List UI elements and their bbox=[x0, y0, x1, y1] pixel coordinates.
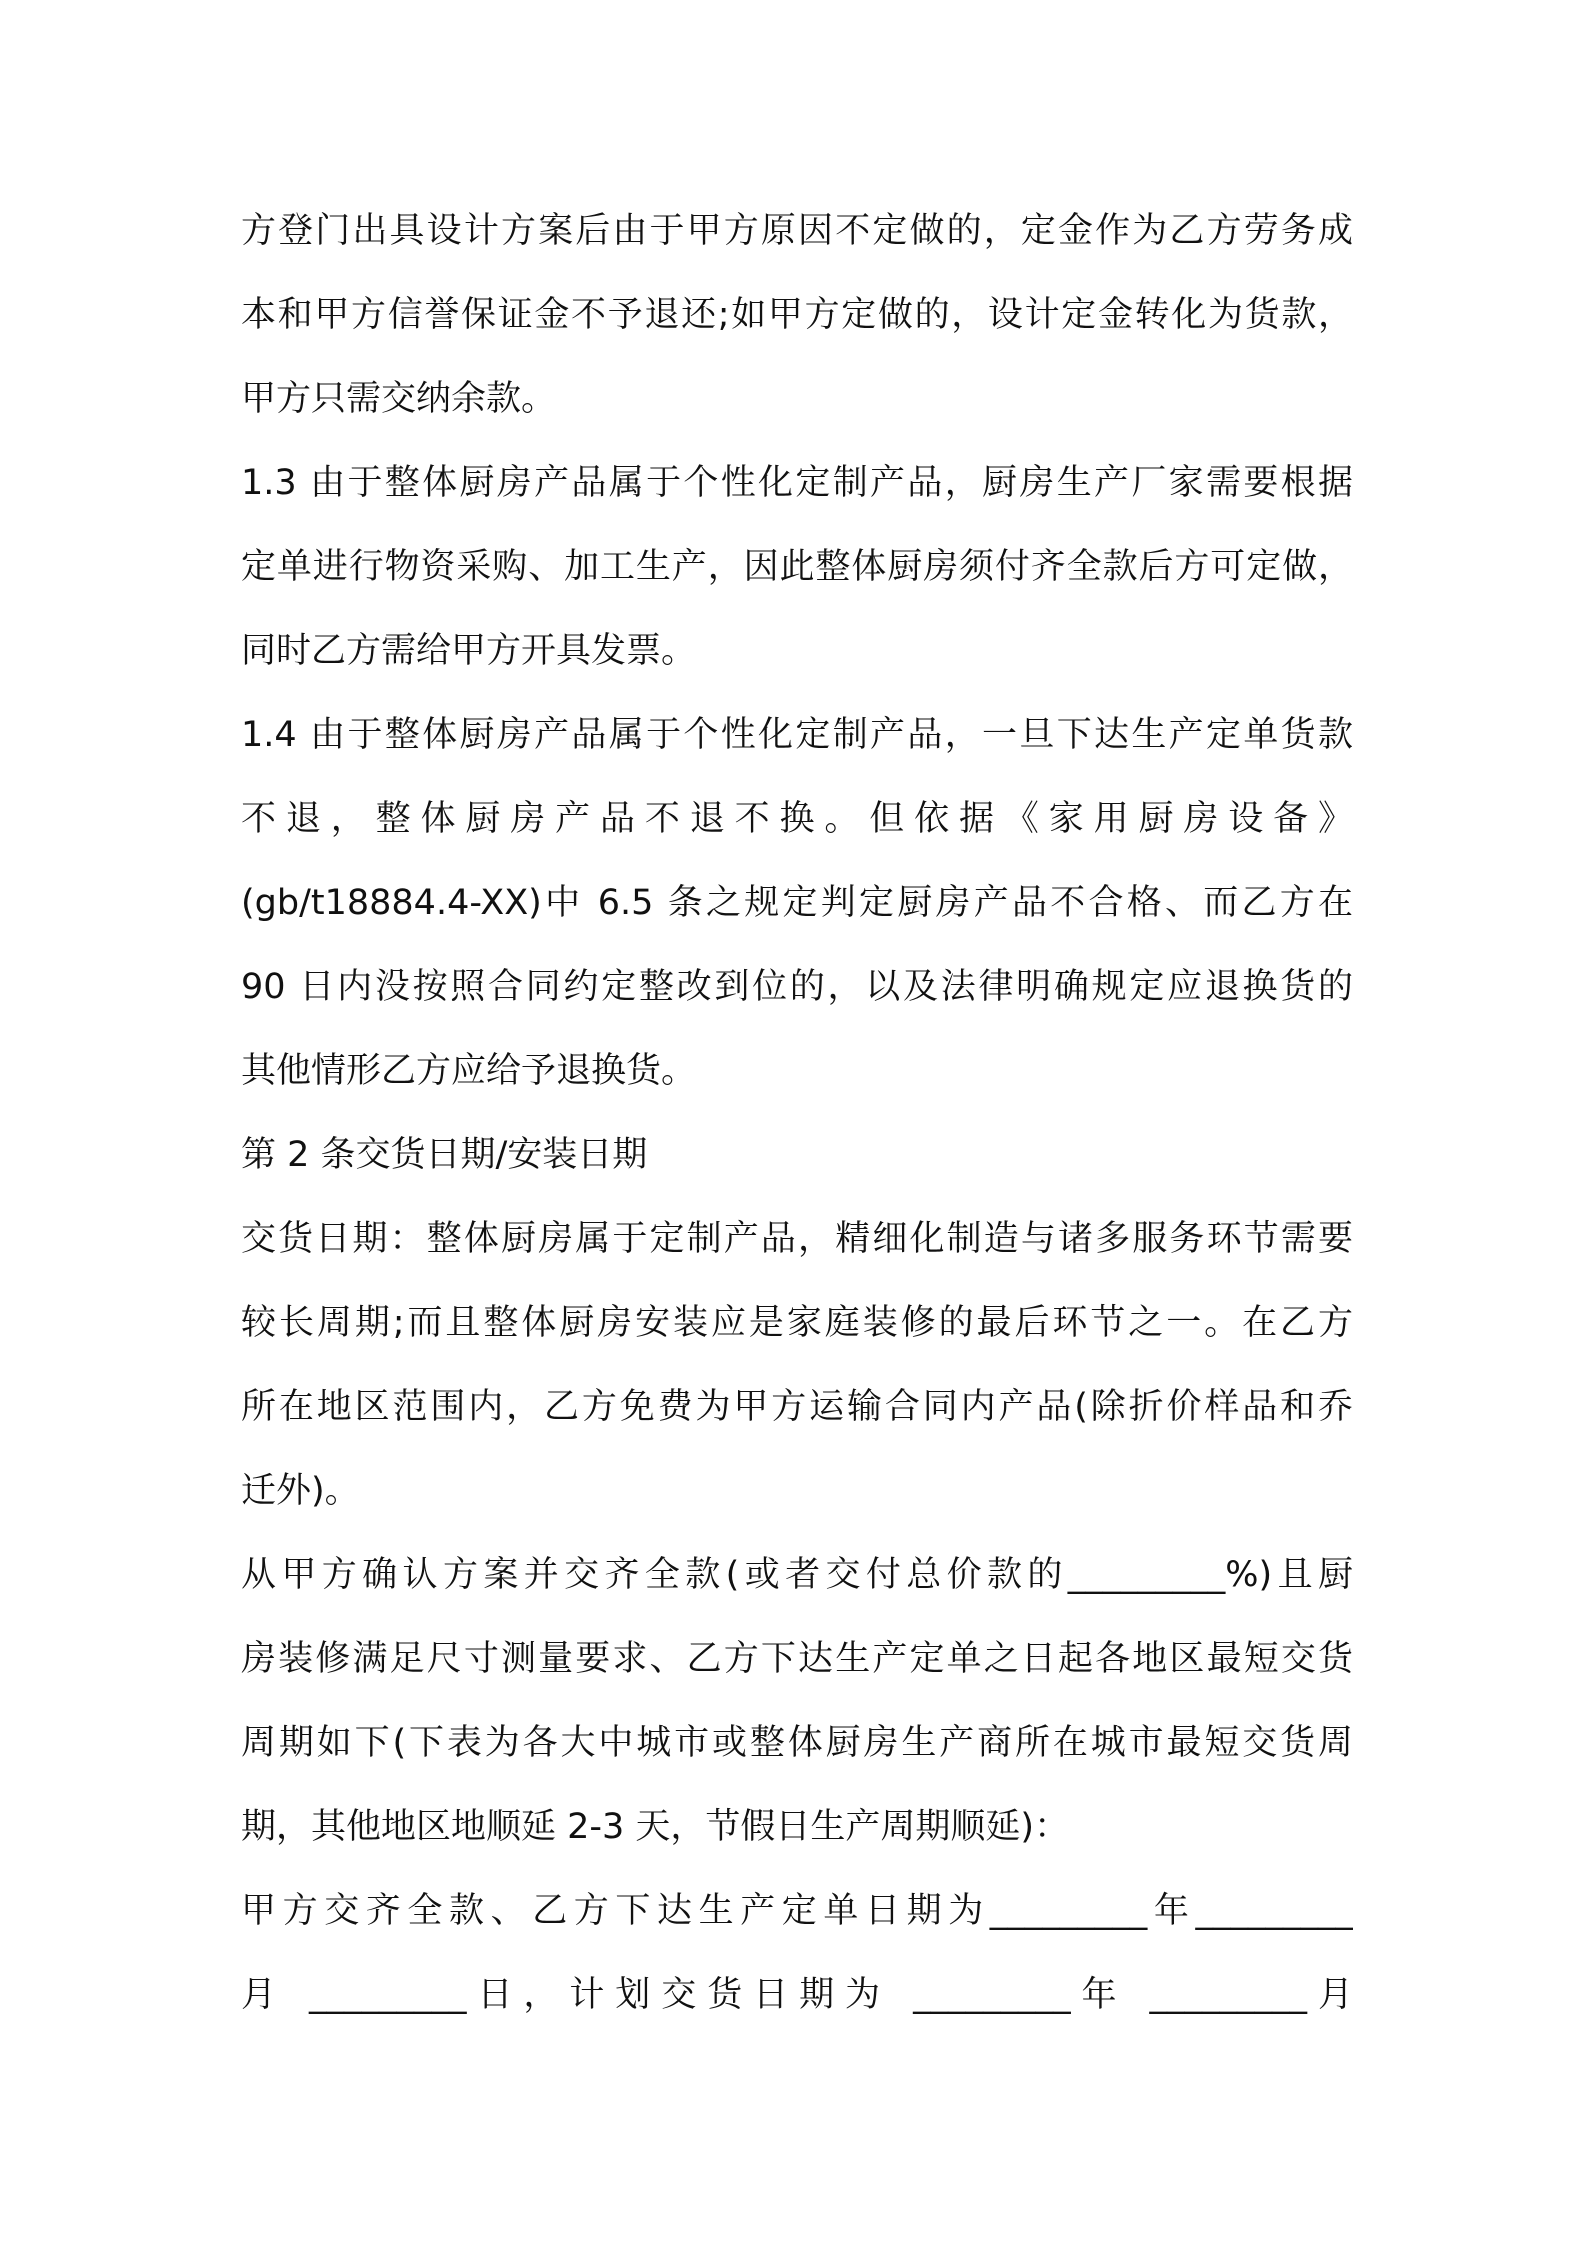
text-line: 同时乙方需给甲方开具发票。 bbox=[241, 631, 697, 671]
text-line: 本和甲方信誉保证金不予退还;如甲方定做的，设计定金转化为货款， bbox=[241, 295, 1353, 335]
text-line: 迁外)。 bbox=[241, 1471, 360, 1511]
text-line: 1.3 由于整体厨房产品属于个性化定制产品，厨房生产厂家需要根据 bbox=[241, 463, 1353, 503]
text-line: 1.4 由于整体厨房产品属于个性化定制产品，一旦下达生产定单货款 bbox=[241, 715, 1353, 755]
text-line: 房装修满足尺寸测量要求、乙方下达生产定单之日起各地区最短交货 bbox=[241, 1639, 1353, 1679]
text-line: 方登门出具设计方案后由于甲方原因不定做的，定金作为乙方劳务成 bbox=[241, 211, 1353, 251]
text-line: 较长周期;而且整体厨房安装应是家庭装修的最后环节之一。在乙方 bbox=[241, 1303, 1353, 1343]
text-line: 周期如下(下表为各大中城市或整体厨房生产商所在城市最短交货周 bbox=[241, 1723, 1353, 1763]
section-heading: 第 2 条交货日期/安装日期 bbox=[241, 1135, 648, 1175]
text-line: 不退，整体厨房产品不退不换。但依据《家用厨房设备》 bbox=[241, 799, 1353, 839]
text-line: 甲方只需交纳余款。 bbox=[241, 379, 557, 419]
text-line: 从甲方确认方案并交齐全款(或者交付总价款的_________%)且厨 bbox=[241, 1555, 1353, 1595]
text-line: 定单进行物资采购、加工生产，因此整体厨房须付齐全款后方可定做， bbox=[241, 547, 1353, 587]
text-line: 月 _________日，计划交货日期为 _________年 _________月 bbox=[241, 1975, 1353, 2015]
text-line: 期，其他地区地顺延 2-3 天，节假日生产周期顺延)： bbox=[241, 1807, 1070, 1847]
text-line: 其他情形乙方应给予退换货。 bbox=[241, 1051, 697, 1091]
text-line: 交货日期：整体厨房属于定制产品，精细化制造与诸多服务环节需要 bbox=[241, 1219, 1353, 1259]
text-line: 所在地区范围内，乙方免费为甲方运输合同内产品(除折价样品和乔 bbox=[241, 1387, 1353, 1427]
text-line: (gb/t18884.4-XX)中 6.5 条之规定判定厨房产品不合格、而乙方在 bbox=[241, 883, 1353, 923]
text-line: 90 日内没按照合同约定整改到位的，以及法律明确规定应退换货的 bbox=[241, 967, 1353, 1007]
text-line: 甲方交齐全款、乙方下达生产定单日期为_________年_________ bbox=[241, 1891, 1353, 1931]
